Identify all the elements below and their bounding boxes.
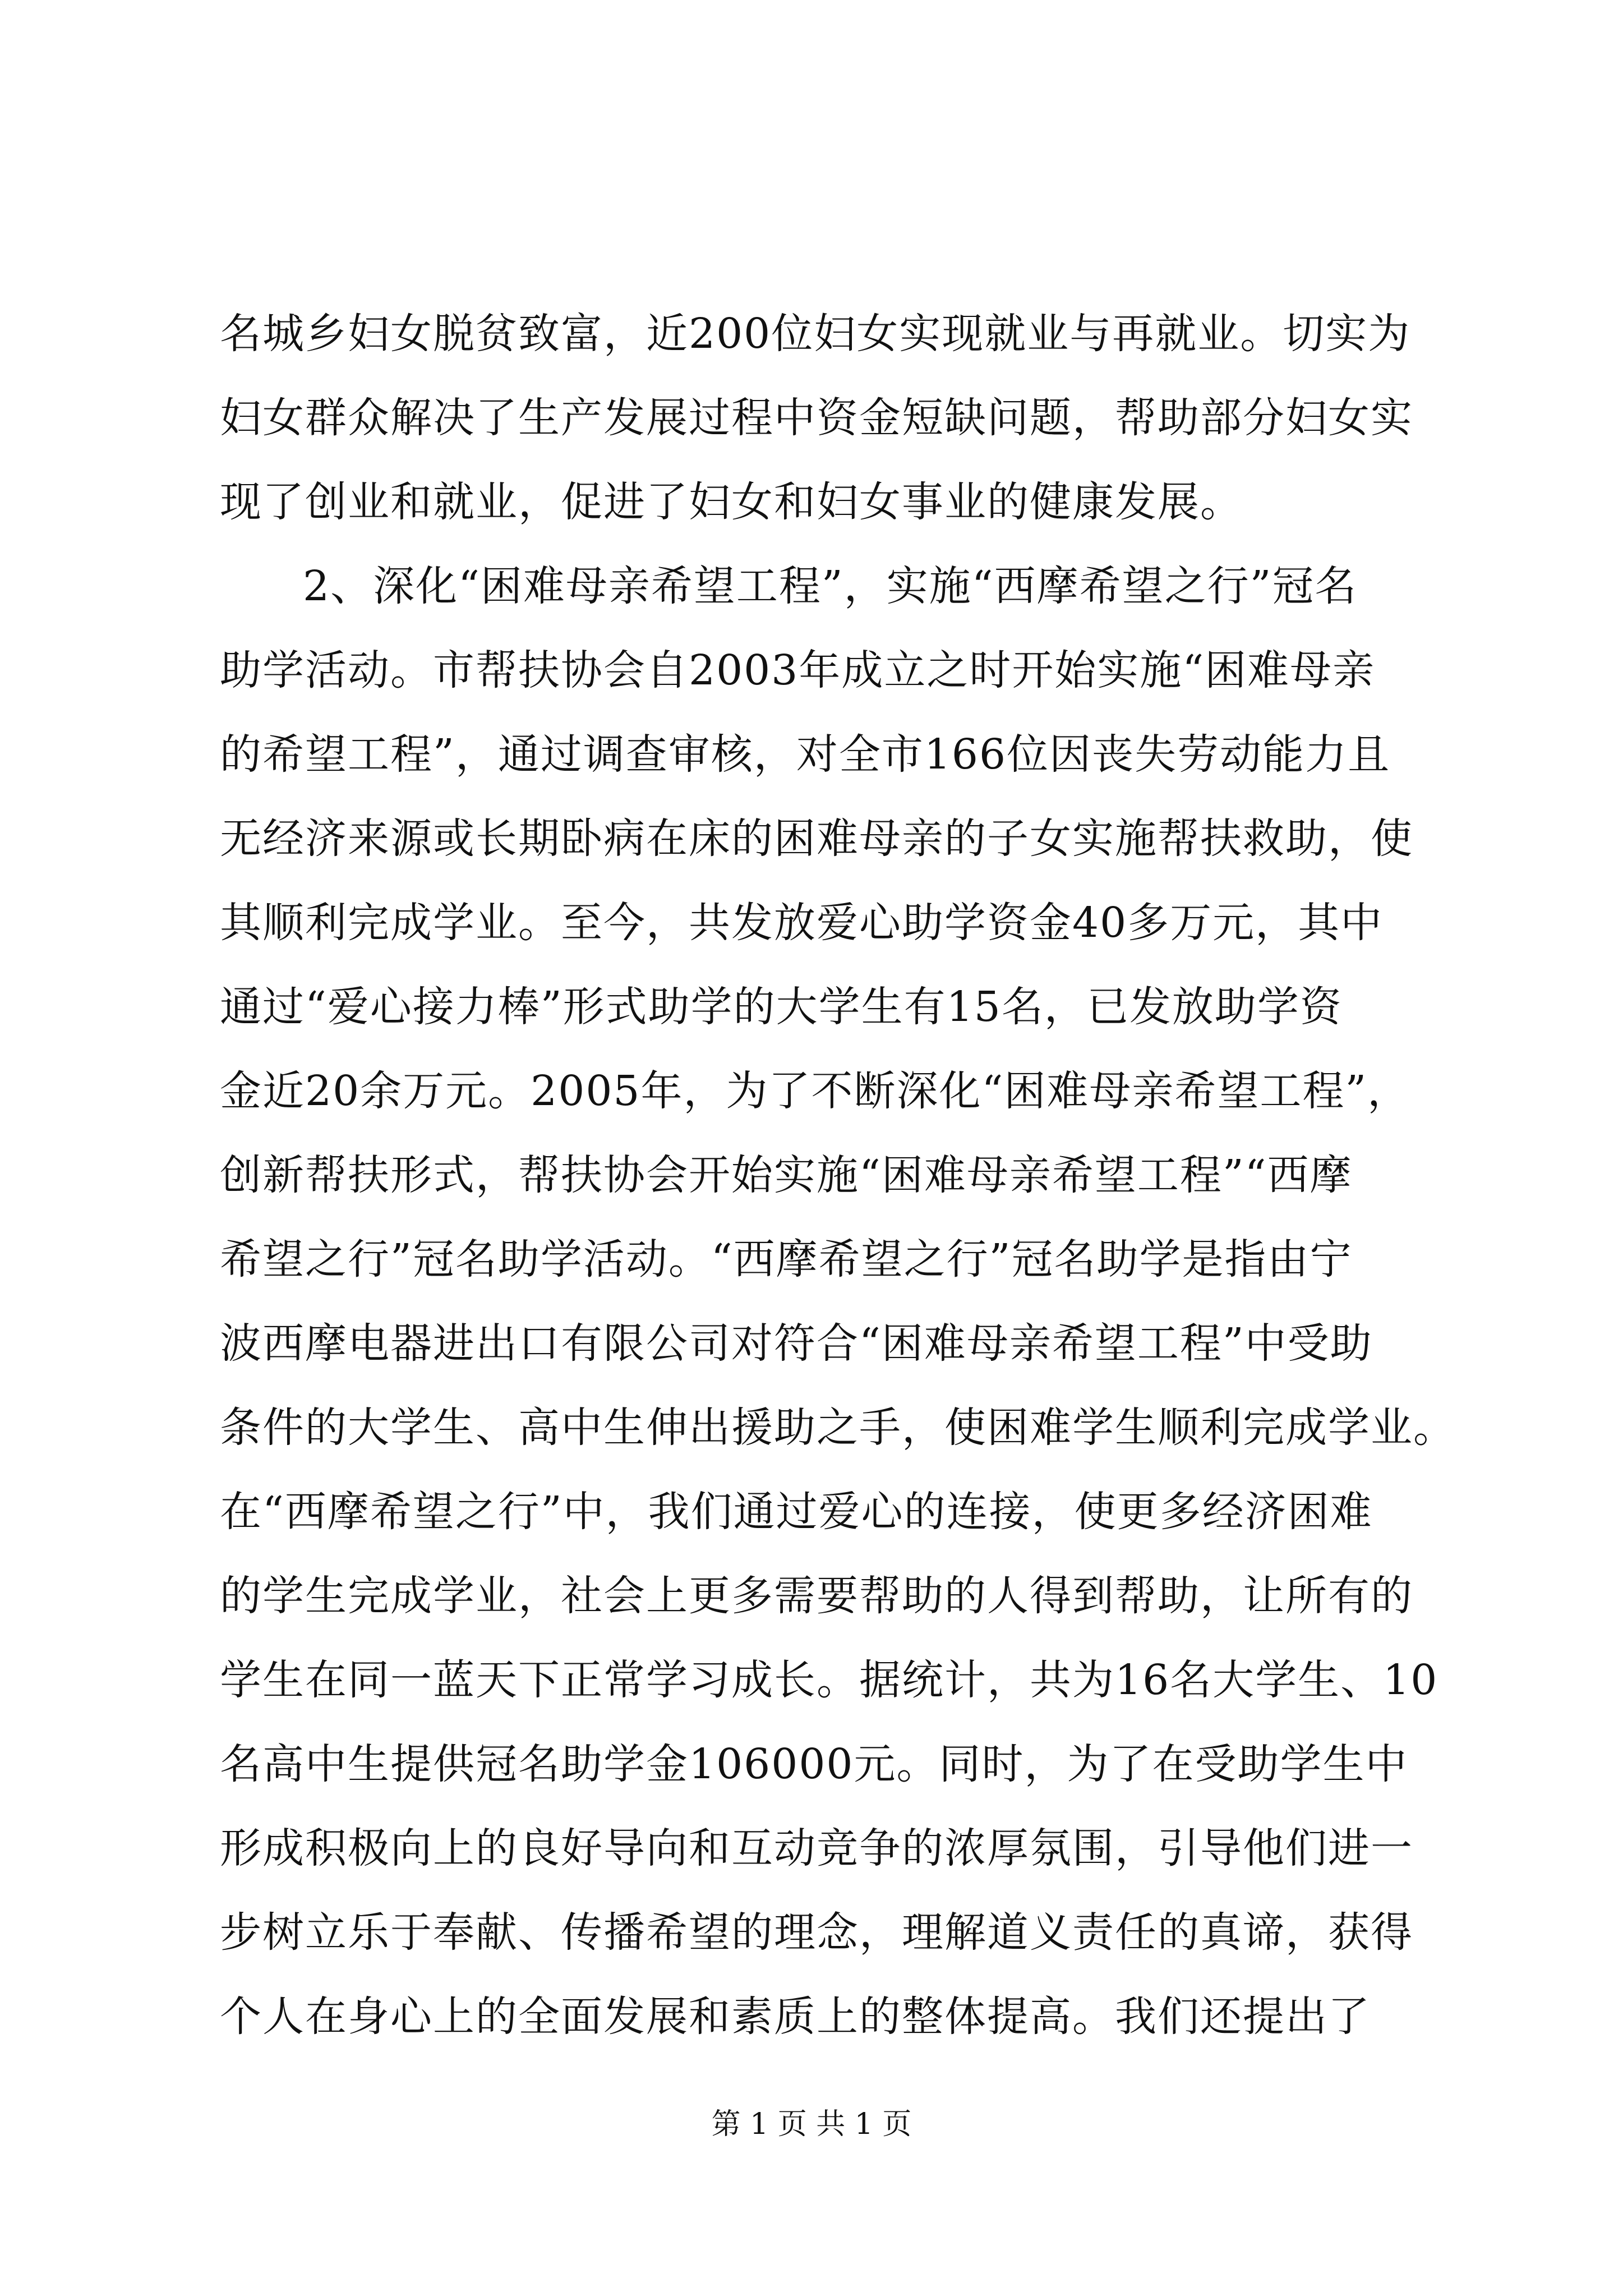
- text-line: 形成积极向上的良好导向和互动竞争的浓厚氛围，引导他们进一: [220, 1824, 1413, 1872]
- text-line: 名城乡妇女脱贫致富，近200位妇女实现就业与再就业。切实为: [220, 310, 1411, 358]
- body-text: [220, 292, 1456, 2059]
- text-line: 无经济来源或长期卧病在床的困难母亲的子女实施帮扶救助，使: [220, 815, 1413, 863]
- page-number-label: 第 1 页 共 1 页: [711, 2108, 912, 2141]
- text-line: 的希望工程”，通过调查审核，对全市166位因丧失劳动能力且: [220, 730, 1391, 779]
- text-line: 金近20余万元。2005年，为了不断深化“困难母亲希望工程”，: [220, 1067, 1410, 1115]
- text-line: 现了创业和就业，促进了妇女和妇女事业的健康发展。: [220, 478, 1243, 526]
- text-line: 条件的大学生、高中生伸出援助之手，使困难学生顺利完成学业。: [220, 1404, 1456, 1452]
- text-line: 其顺利完成学业。至今，共发放爱心助学资金40多万元，其中: [220, 899, 1384, 947]
- text-line: 名高中生提供冠名助学金106000元。同时，为了在受助学生中: [220, 1740, 1408, 1788]
- text-line: 步树立乐于奉献、传播希望的理念，理解道义责任的真谛，获得: [220, 1908, 1413, 1957]
- text-line: 创新帮扶形式，帮扶协会开始实施“困难母亲希望工程”“西摩: [220, 1151, 1353, 1199]
- text-line: 希望之行”冠名助学活动。“西摩希望之行”冠名助学是指由宁: [220, 1235, 1353, 1283]
- text-line: 通过“爱心接力棒”形式助学的大学生有15名，已发放助学资: [220, 983, 1343, 1031]
- text-line: 个人在身心上的全面发展和素质上的整体提高。我们还提出了: [220, 1993, 1371, 2041]
- page-footer: [0, 2105, 1623, 2144]
- text-line: 在“西摩希望之行”中，我们通过爱心的连接，使更多经济困难: [220, 1488, 1373, 1536]
- text-line: 助学活动。市帮扶协会自2003年成立之时开始实施“困难母亲: [220, 646, 1376, 694]
- paragraph-start-line: 2、深化“困难母亲希望工程”，实施“西摩希望之行”冠名: [303, 562, 1358, 610]
- text-line: 学生在同一蓝天下正常学习成长。据统计，共为16名大学生、10: [220, 1656, 1438, 1704]
- text-line: 波西摩电器进出口有限公司对符合“困难母亲希望工程”中受助: [220, 1319, 1373, 1368]
- text-line: 的学生完成学业，社会上更多需要帮助的人得到帮助，让所有的: [220, 1572, 1413, 1620]
- text-line: 妇女群众解决了生产发展过程中资金短缺问题，帮助部分妇女实: [220, 394, 1413, 442]
